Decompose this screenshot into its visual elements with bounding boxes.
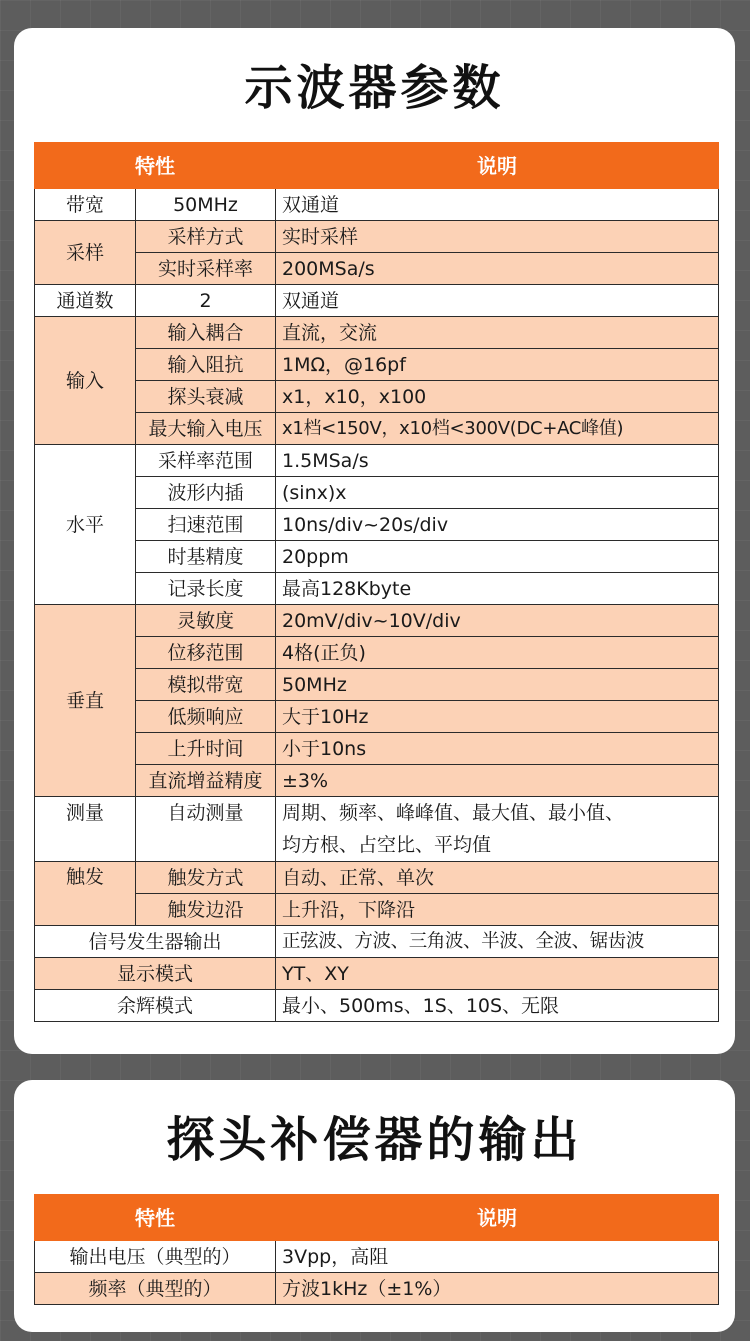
row-category: 水平 — [35, 445, 136, 605]
row-category: 输入 — [35, 317, 136, 445]
table-row — [35, 1241, 719, 1273]
header-description: 说明 — [276, 143, 719, 189]
specs-table — [34, 142, 719, 1022]
table-header — [35, 1195, 719, 1241]
row-subitem: 50MHz — [136, 189, 276, 221]
table-header — [35, 143, 719, 189]
table-row — [35, 765, 719, 797]
row-subitem: 采样方式 — [136, 221, 276, 253]
row-description: 自动、正常、单次 — [276, 862, 719, 894]
row-category: 频率（典型的） — [35, 1273, 276, 1305]
table-row — [35, 317, 719, 349]
row-subitem: 扫速范围 — [136, 509, 276, 541]
row-description-line: 周期、频率、峰峰值、最大值、最小值、 — [282, 802, 625, 824]
table-row — [35, 509, 719, 541]
header-feature: 特性 — [35, 143, 276, 189]
table-row — [35, 285, 719, 317]
section-title: 探头补偿器的输出 — [166, 1112, 583, 1168]
row-description: 4格(正负) — [276, 637, 719, 669]
row-description: 正弦波、方波、三角波、半波、全波、锯齿波 — [276, 926, 719, 958]
table-row — [35, 701, 719, 733]
probe-table — [34, 1194, 719, 1305]
row-description: 小于10ns — [276, 733, 719, 765]
row-description: 方波1kHz（±1%） — [276, 1273, 719, 1305]
table-row — [35, 733, 719, 765]
table-row — [35, 862, 719, 894]
row-subitem: 采样率范围 — [136, 445, 276, 477]
table-row — [35, 605, 719, 637]
row-description: ±3% — [276, 765, 719, 797]
row-subitem: 波形内插 — [136, 477, 276, 509]
row-description: 200MSa/s — [276, 253, 719, 285]
row-description: 20ppm — [276, 541, 719, 573]
table-row — [35, 253, 719, 285]
row-description: 最小、500ms、1S、10S、无限 — [276, 990, 719, 1022]
row-description: x1档<150V，x10档<300V(DC+AC峰值) — [276, 413, 719, 445]
row-category: 余辉模式 — [35, 990, 276, 1022]
table-row — [35, 926, 719, 958]
row-subitem: 最大输入电压 — [136, 413, 276, 445]
row-category: 带宽 — [35, 189, 136, 221]
probe-compensator-card — [14, 1080, 735, 1332]
row-description: x1，x10，x100 — [276, 381, 719, 413]
table-row — [35, 573, 719, 605]
row-description: 最高128Kbyte — [276, 573, 719, 605]
row-subitem: 触发方式 — [136, 862, 276, 894]
row-description: (sinx)x — [276, 477, 719, 509]
row-subitem: 时基精度 — [136, 541, 276, 573]
table-row — [35, 381, 719, 413]
row-description: 1MΩ，@16pf — [276, 349, 719, 381]
table-row — [35, 958, 719, 990]
row-description: YT、XY — [276, 958, 719, 990]
table-row — [35, 477, 719, 509]
row-category: 显示模式 — [35, 958, 276, 990]
table-row — [35, 637, 719, 669]
row-subitem: 位移范围 — [136, 637, 276, 669]
row-description: 10ns/div~20s/div — [276, 509, 719, 541]
row-description: 双通道 — [276, 285, 719, 317]
row-subitem: 灵敏度 — [136, 605, 276, 637]
table-row — [35, 669, 719, 701]
table-row — [35, 541, 719, 573]
row-category: 输出电压（典型的） — [35, 1241, 276, 1273]
row-description — [276, 797, 719, 862]
row-subitem: 自动测量 — [136, 797, 276, 862]
row-description: 上升沿，下降沿 — [276, 894, 719, 926]
row-subitem: 探头衰减 — [136, 381, 276, 413]
row-category: 垂直 — [35, 605, 136, 797]
row-description: 双通道 — [276, 189, 719, 221]
header-description: 说明 — [276, 1195, 719, 1241]
row-description: 实时采样 — [276, 221, 719, 253]
row-category: 信号发生器输出 — [35, 926, 276, 958]
table-row — [35, 894, 719, 926]
row-subitem: 模拟带宽 — [136, 669, 276, 701]
row-subitem: 输入耦合 — [136, 317, 276, 349]
table-row — [35, 797, 719, 862]
row-subitem: 上升时间 — [136, 733, 276, 765]
row-description: 1.5MSa/s — [276, 445, 719, 477]
row-description: 20mV/div~10V/div — [276, 605, 719, 637]
section-title: 示波器参数 — [244, 60, 505, 116]
row-subitem: 低频响应 — [136, 701, 276, 733]
row-description: 直流，交流 — [276, 317, 719, 349]
table-row — [35, 189, 719, 221]
table-row — [35, 413, 719, 445]
row-category: 采样 — [35, 221, 136, 285]
table-row — [35, 990, 719, 1022]
table-row — [35, 349, 719, 381]
row-description: 50MHz — [276, 669, 719, 701]
row-subitem: 记录长度 — [136, 573, 276, 605]
row-subitem: 直流增益精度 — [136, 765, 276, 797]
row-description-line: 均方根、占空比、平均值 — [282, 834, 492, 856]
row-description: 大于10Hz — [276, 701, 719, 733]
row-subitem: 2 — [136, 285, 276, 317]
row-category: 通道数 — [35, 285, 136, 317]
specs-card — [14, 28, 735, 1054]
table-row — [35, 221, 719, 253]
row-description: 3Vpp，高阻 — [276, 1241, 719, 1273]
row-category: 触发 — [35, 862, 136, 926]
row-subitem: 输入阻抗 — [136, 349, 276, 381]
row-subitem: 触发边沿 — [136, 894, 276, 926]
row-subitem: 实时采样率 — [136, 253, 276, 285]
table-row — [35, 1273, 719, 1305]
row-category: 测量 — [35, 797, 136, 862]
table-row — [35, 445, 719, 477]
header-feature: 特性 — [35, 1195, 276, 1241]
